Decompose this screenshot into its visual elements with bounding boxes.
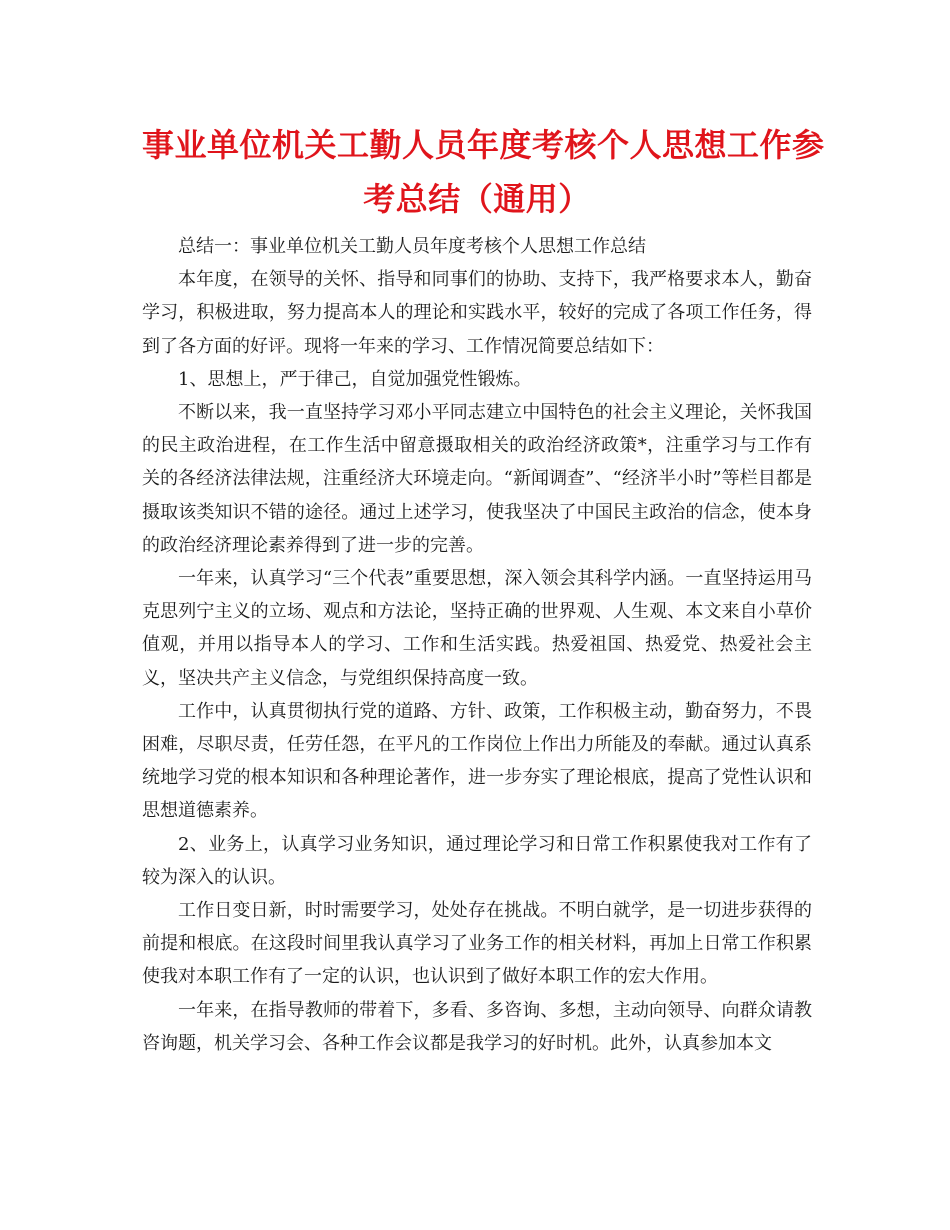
summary-heading: 总结一：事业单位机关工勤人员年度考核个人思想工作总结 xyxy=(178,236,646,257)
section-heading-ideology: 1、思想上，严于律己，自觉加强党性锻炼。 xyxy=(178,368,532,390)
document-title xyxy=(142,118,825,226)
document-body xyxy=(142,230,812,1060)
title-line-2: 考总结（通用） xyxy=(363,180,591,218)
body-paragraph: 一年来，认真学习“三个代表”重要思想，深入领会其科学内涵。一直坚持运用马克思列宁主义的立场、观点和方法论，坚持正确的世界观、人生观、本文来自小草价值观，并用以指导本人的学习、工作和生活实践。热爱祖国、热爱党、热爱社会主义，坚决共产主义信念，与党组织保持高度一致。 xyxy=(142,568,812,689)
body-paragraph: 一年来，在指导教师的带着下，多看、多咨询、多想，主动向领导、向群众请教咨询题，机关学习会、各种工作会议都是我学习的好时机。此外，认真参加本文 xyxy=(142,999,812,1054)
title-line-1: 事业单位机关工勤人员年度考核个人思想工作参 xyxy=(142,126,825,164)
section-heading-business: 2、业务上，认真学习业务知识，通过理论学习和日常工作积累使我对工作有了较为深入的认识。 xyxy=(142,833,812,888)
body-paragraph: 不断以来，我一直坚持学习邓小平同志建立中国特色的社会主义理论，关怀我国的民主政治进程，在工作生活中留意摄取相关的政治经济政策*，注重学习与工作有关的各经济法律法规，注重经济大环境走向。“新闻调查”、“经济半小时”等栏目都是摄取该类知识不错的途径。通过上述学习，使我坚决了中国民主政治的信念，使本身的政治经济理论素养得到了进一步的完善。 xyxy=(142,402,812,556)
body-paragraph: 工作日变日新，时时需要学习，处处存在挑战。不明白就学，是一切进步获得的前提和根底。在这段时间里我认真学习了业务工作的相关材料，再加上日常工作积累使我对本职工作有了一定的认识，也认识到了做好本职工作的宏大作用。 xyxy=(142,900,812,988)
body-paragraph: 本年度，在领导的关怀、指导和同事们的协助、支持下，我严格要求本人，勤奋学习，积极进取，努力提高本人的理论和实践水平，较好的完成了各项工作任务，得到了各方面的好评。现将一年来的学习、工作情况简要总结如下： xyxy=(142,269,812,357)
document-page xyxy=(142,118,825,1060)
body-paragraph: 工作中，认真贯彻执行党的道路、方针、政策，工作积极主动，勤奋努力，不畏困难，尽职尽责，任劳任怨，在平凡的工作岗位上作出力所能及的奉献。通过认真系统地学习党的根本知识和各种理论著作，进一步夯实了理论根底，提高了党性认识和思想道德素养。 xyxy=(142,700,812,822)
